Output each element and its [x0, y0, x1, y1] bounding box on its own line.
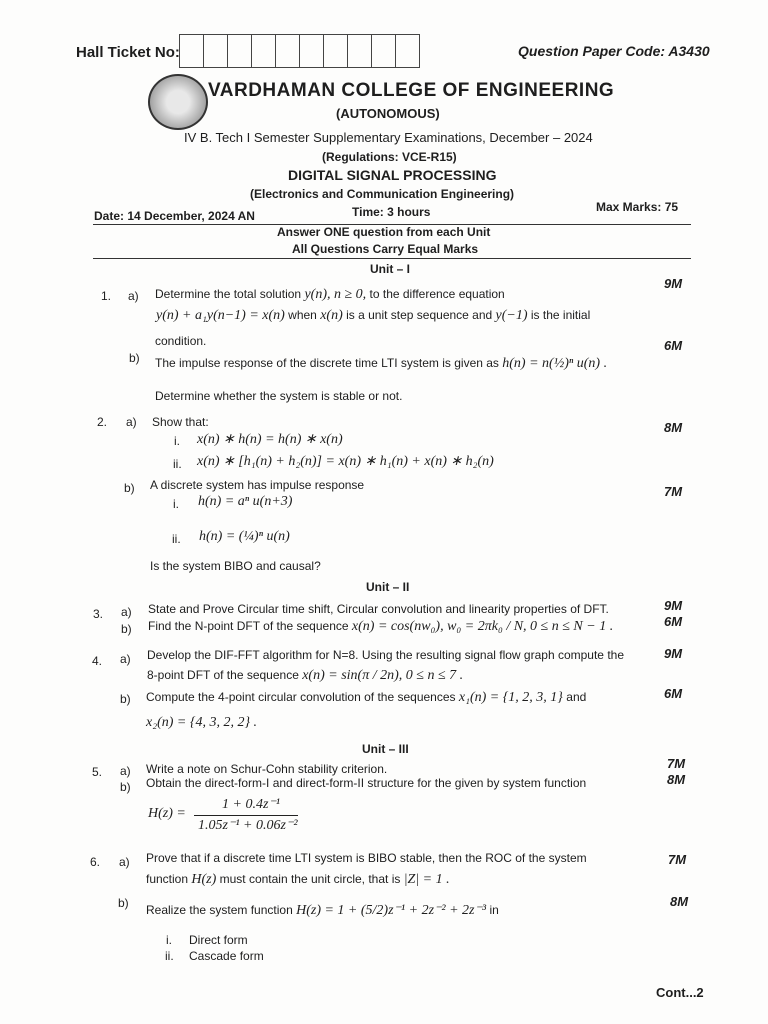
- h-z-label: H(z) =: [148, 806, 186, 821]
- question-1b-line2: Determine whether the system is stable or not.: [155, 389, 403, 403]
- sub-label: ii.: [172, 532, 181, 546]
- marks-4a: 9M: [664, 646, 683, 661]
- sub-label: i.: [166, 933, 172, 947]
- marks-3b: 6M: [664, 614, 683, 629]
- question-number: 2.: [97, 415, 108, 429]
- question-2a: Show that:: [152, 415, 209, 429]
- question-3a: State and Prove Circular time shift, Circular convolution and linearity properties of DFT.: [148, 602, 609, 616]
- part-label: b): [120, 692, 131, 706]
- regulations: (Regulations: VCE-R15): [322, 150, 457, 164]
- question-1a: Determine the total solution y(n), n ≥ 0, to the difference equation: [155, 287, 505, 302]
- marks-6a: 7M: [668, 852, 687, 867]
- unit-3-heading: Unit – III: [362, 742, 409, 756]
- part-label: a): [126, 415, 137, 429]
- part-label: b): [120, 780, 131, 794]
- marks-1b: 6M: [664, 338, 683, 353]
- question-number: 6.: [90, 855, 101, 869]
- question-4a: Develop the DIF-FFT algorithm for N=8. Using the resulting signal flow graph compute the: [147, 648, 624, 662]
- question-6a-line2: function H(z) must contain the unit circle, that is |Z| = 1 .: [146, 872, 450, 887]
- marks-6b: 8M: [670, 894, 689, 909]
- marks-3a: 9M: [664, 598, 683, 613]
- part-label: a): [120, 652, 131, 666]
- question-4a-line2: 8-point DFT of the sequence x(n) = sin(π / 2n), 0 ≤ n ≤ 7 .: [147, 668, 464, 683]
- instruction-divider: [93, 258, 691, 259]
- hall-ticket-label: Hall Ticket No:: [76, 44, 180, 61]
- question-6a: Prove that if a discrete time LTI system is BIBO stable, then the ROC of the system: [146, 851, 587, 865]
- question-5b: Obtain the direct-form-I and direct-form-II structure for the given by system function: [146, 776, 587, 790]
- part-label: b): [121, 622, 132, 636]
- question-number: 4.: [92, 654, 103, 668]
- question-1a-line3: condition.: [155, 334, 207, 348]
- instruction-1: Answer ONE question from each Unit: [277, 225, 491, 239]
- question-3b: Find the N-point DFT of the sequence x(n) = cos(nw₀), w₀ = 2πk₀ / N, 0 ≤ n ≤ N − 1 .: [148, 619, 614, 634]
- question-2b-line2: Is the system BIBO and causal?: [150, 559, 321, 573]
- marks-4b: 6M: [664, 686, 683, 701]
- marks-5a: 7M: [667, 756, 686, 771]
- college-logo-icon: [148, 74, 208, 130]
- question-6b: Realize the system function H(z) = 1 + (5/2)z⁻¹ + 2z⁻² + 2z⁻³ in: [146, 903, 499, 918]
- question-2b-i: h(n) = aⁿ u(n+3): [198, 494, 293, 509]
- autonomous-label: (AUTONOMOUS): [336, 106, 440, 121]
- question-number: 1.: [101, 289, 112, 303]
- exam-title: IV B. Tech I Semester Supplementary Examinations, December – 2024: [184, 130, 593, 145]
- question-4b-line2: x₂(n) = {4, 3, 2, 2} .: [146, 715, 258, 730]
- question-number: 5.: [92, 765, 103, 779]
- question-2b-ii: h(n) = (¼)ⁿ u(n): [199, 529, 290, 544]
- college-name: VARDHAMAN COLLEGE OF ENGINEERING: [208, 80, 615, 101]
- h-z-numerator: 1 + 0.4z⁻¹: [222, 797, 280, 812]
- fraction-bar: [194, 815, 298, 816]
- marks-1a: 9M: [664, 276, 683, 291]
- unit-2-heading: Unit – II: [366, 580, 410, 594]
- unit-1-heading: Unit – I: [370, 262, 411, 276]
- sub-label: ii.: [165, 949, 174, 963]
- sub-label: i.: [174, 434, 180, 448]
- sub-label: i.: [173, 497, 179, 511]
- question-2b: A discrete system has impulse response: [150, 478, 365, 492]
- question-2a-i: x(n) ∗ h(n) = h(n) ∗ x(n): [197, 432, 343, 447]
- part-label: b): [124, 481, 135, 495]
- branch: (Electronics and Communication Engineering): [250, 187, 515, 201]
- marks-2a: 8M: [664, 420, 683, 435]
- h-z-denominator: 1.05z⁻¹ + 0.06z⁻²: [198, 818, 298, 833]
- sub-label: ii.: [173, 457, 182, 471]
- hall-ticket-boxes: [180, 34, 420, 68]
- part-label: a): [128, 289, 139, 303]
- exam-date: Date: 14 December, 2024 AN: [94, 209, 255, 223]
- continued-label: Cont...2: [656, 985, 704, 1000]
- max-marks: Max Marks: 75: [596, 200, 679, 214]
- question-2a-ii: x(n) ∗ [h₁(n) + h₂(n)] = x(n) ∗ h₁(n) + x(n) ∗ h₂(n): [197, 454, 494, 469]
- marks-2b: 7M: [664, 484, 683, 499]
- subject-title: DIGITAL SIGNAL PROCESSING: [288, 167, 497, 183]
- part-label: a): [120, 764, 131, 778]
- part-label: b): [129, 351, 140, 365]
- part-label: b): [118, 896, 129, 910]
- part-label: a): [119, 855, 130, 869]
- question-4b: Compute the 4-point circular convolution of the sequences x₁(n) = {1, 2, 3, 1} and: [146, 690, 587, 705]
- part-label: a): [121, 605, 132, 619]
- question-number: 3.: [93, 607, 104, 621]
- exam-time: Time: 3 hours: [352, 205, 431, 219]
- question-1a-line2: y(n) + a₁y(n−1) = x(n) when x(n) is a unit step sequence and y(−1) is the initial: [156, 308, 591, 323]
- question-paper-code: Question Paper Code: A3430: [518, 43, 710, 59]
- question-1b: The impulse response of the discrete time LTI system is given as h(n) = n(½)ⁿ u(n) .: [155, 356, 608, 371]
- marks-5b: 8M: [667, 772, 686, 787]
- question-5a: Write a note on Schur-Cohn stability criterion.: [146, 762, 388, 776]
- question-6b-ii: Cascade form: [189, 949, 264, 963]
- instruction-2: All Questions Carry Equal Marks: [292, 242, 479, 256]
- question-6b-i: Direct form: [189, 933, 248, 947]
